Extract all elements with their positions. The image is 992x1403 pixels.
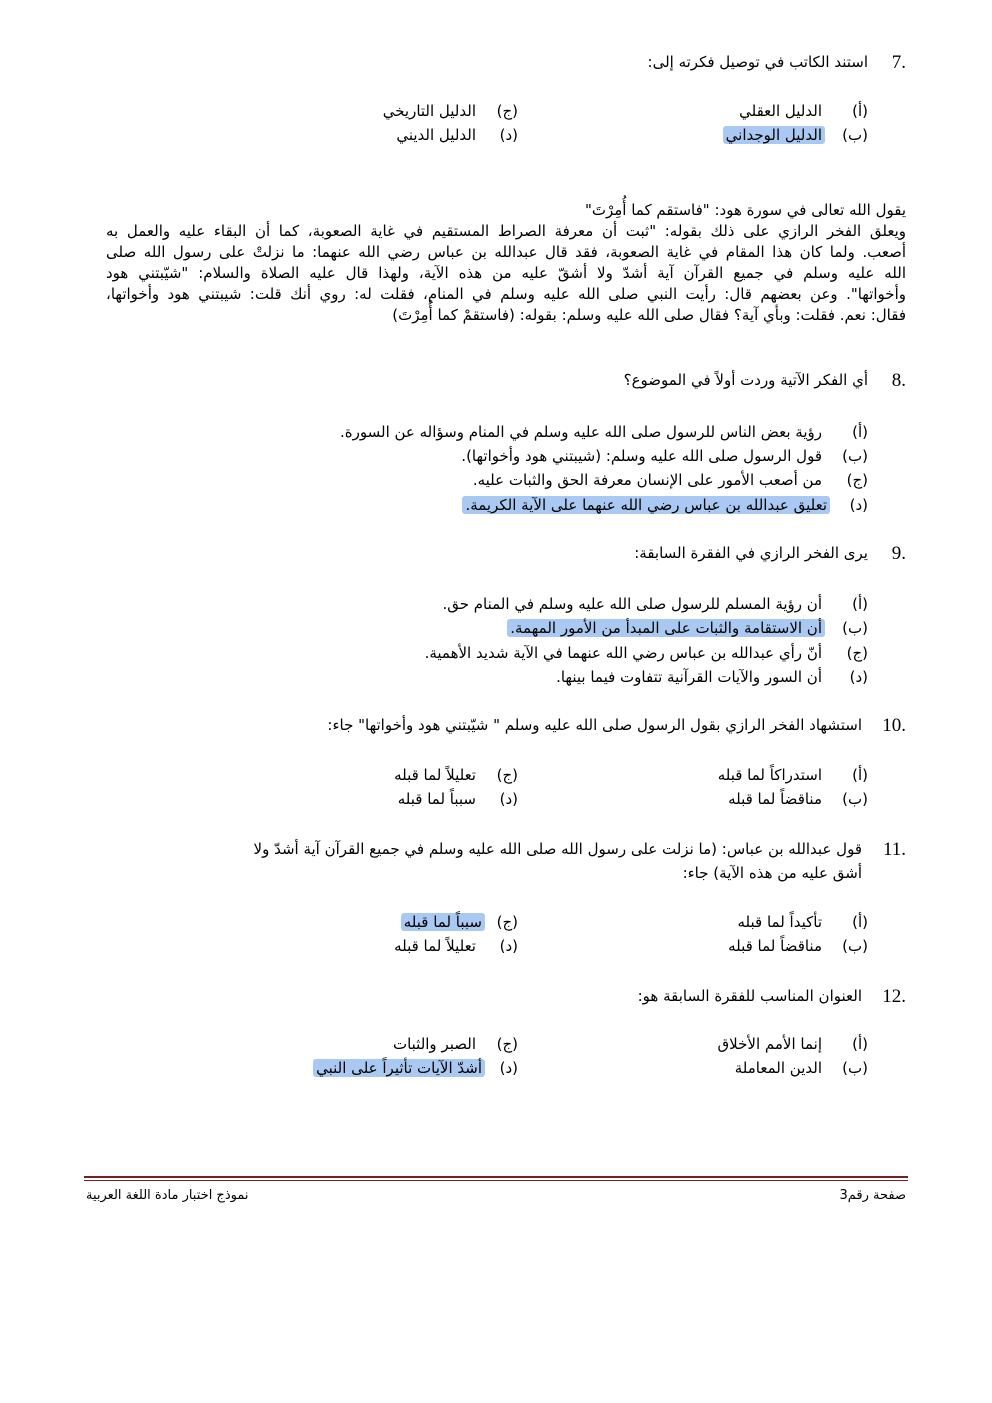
option-text: تعليلاً لما قبله	[394, 937, 476, 955]
passage-line: فقال: نعم. فقلت: وبأي آية؟ فقال صلى الله عليه وسلم: بقوله: (فاستقمْ كما أُمِرْتَ)	[392, 306, 906, 324]
option-mark: (ب)	[842, 937, 868, 955]
question-text: العنوان المناسب للفقرة السابقة هو:	[637, 987, 862, 1005]
option-mark: (ج)	[846, 471, 868, 489]
option-mark: (ب)	[842, 619, 868, 637]
document-title: نموذج اختبار مادة اللغة العربية	[86, 1188, 249, 1203]
option-text: الدليل العقلي	[739, 102, 822, 120]
option-text-highlighted: أشدّ الآيات تأثيراً على النبي	[313, 1059, 485, 1077]
option-text: أنّ رأي عبدالله بن عباس رضي الله عنهما في الآية شديد الأهمية.	[424, 644, 822, 662]
option-mark: (ب)	[842, 790, 868, 808]
question-number: 7.	[891, 52, 906, 73]
option-text-highlighted: سبباً لما قبله	[401, 913, 485, 931]
option-mark: (ب)	[842, 126, 868, 144]
option-mark: (أ)	[852, 913, 868, 931]
option-text: إنما الأمم الأخلاق	[717, 1035, 822, 1053]
question-text: يرى الفخر الرازي في الفقرة السابقة:	[634, 544, 868, 562]
option-mark: (د)	[499, 937, 518, 955]
option-text-highlighted: تعليق عبدالله بن عباس رضي الله عنهما على الآية الكريمة.	[462, 496, 830, 514]
option-mark: (ب)	[842, 1059, 868, 1077]
option-mark: (د)	[499, 790, 518, 808]
option-text: الدليل الديني	[396, 126, 476, 144]
question-number: 10.	[882, 715, 906, 736]
option-mark: (أ)	[852, 766, 868, 784]
question-number: 12.	[882, 986, 906, 1007]
option-mark: (ج)	[496, 102, 518, 120]
option-text-highlighted: أن الاستقامة والثبات على المبدأ من الأمور المهمة.	[507, 619, 825, 637]
option-mark: (د)	[499, 1059, 518, 1077]
option-mark: (أ)	[852, 1035, 868, 1053]
option-text: مناقضاً لما قبله	[728, 937, 822, 955]
question-text: أي الفكر الآتية وردت أولاً في الموضوع؟	[623, 371, 868, 389]
question-text: قول عبدالله بن عباس: (ما نزلت على رسول الله صلى الله عليه وسلم في جميع القرآن آية أشدّ ولا	[253, 840, 862, 858]
option-mark: (ج)	[496, 1035, 518, 1053]
option-mark: (ب)	[842, 447, 868, 465]
option-mark: (ج)	[846, 644, 868, 662]
option-text: تأكيداً لما قبله	[737, 913, 822, 931]
option-mark: (أ)	[852, 595, 868, 613]
option-text: أن رؤية المسلم للرسول صلى الله عليه وسلم في المنام حق.	[442, 595, 822, 613]
option-mark: (د)	[849, 668, 868, 686]
question-text: استشهاد الفخر الرازي بقول الرسول صلى الله عليه وسلم " شيّبتني هود وأخواتها" جاء:	[327, 716, 862, 734]
question-number: 8.	[891, 370, 906, 391]
option-text: من أصعب الأمور على الإنسان معرفة الحق والثبات عليه.	[472, 471, 822, 489]
question-text: استند الكاتب في توصيل فكرته إلى:	[647, 53, 868, 71]
question-text: أشق عليه من هذه الآية) جاء:	[682, 864, 862, 882]
passage-line: وأخواتها". وعن بعضهم قال: رأيت النبي صلى الله عليه وسلم في المنام، فقلت له: روي أنك قلت: شيبتني هود وأخواتها،	[106, 285, 906, 303]
option-mark: (أ)	[852, 102, 868, 120]
footer-divider	[84, 1176, 908, 1178]
option-text: رؤية بعض الناس للرسول صلى الله عليه وسلم في المنام وسؤاله عن السورة.	[340, 423, 822, 441]
passage-line: الله عليه وسلم في جميع القرآن آية أشدّ ولا أشقّ عليه من هذه الآية، ولهذا قال عليه الصلاة والسلام: "شيّبتني هود	[106, 264, 906, 282]
footer-divider	[84, 1180, 908, 1181]
reading-passage	[106, 200, 906, 326]
option-text: الدليل التاريخي	[382, 102, 476, 120]
passage-line: ويعلق الفخر الرازي على ذلك بقوله: "ثبت أن معرفة الصراط المستقيم في غاية الصعوبة، كما أن البقاء عليه والعمل به	[106, 222, 906, 240]
page-number-label: صفحة رقم3	[839, 1188, 906, 1203]
option-text-highlighted: الدليل الوجداني	[723, 126, 825, 144]
question-number: 11.	[882, 839, 906, 860]
option-text: أن السور والآيات القرآنية تتفاوت فيما بينها.	[556, 668, 822, 686]
option-mark: (د)	[849, 496, 868, 514]
option-mark: (أ)	[852, 423, 868, 441]
option-text: الصبر والثبات	[392, 1035, 476, 1053]
option-mark: (ج)	[496, 766, 518, 784]
passage-line: أصعب. ولما كان هذا المقام في غاية الصعوبة، فقد قال عبدالله بن عباس رضي الله عنهما: ما نزلتْ على رسول الله صلى	[106, 243, 906, 261]
option-text: تعليلاً لما قبله	[394, 766, 476, 784]
option-text: مناقضاً لما قبله	[728, 790, 822, 808]
option-text: الدين المعاملة	[734, 1059, 822, 1077]
option-mark: (ج)	[496, 913, 518, 931]
option-text: سبباً لما قبله	[397, 790, 476, 808]
option-mark: (د)	[499, 126, 518, 144]
option-text: قول الرسول صلى الله عليه وسلم: (شيبتني هود وأخواتها).	[461, 447, 822, 465]
question-number: 9.	[891, 543, 906, 564]
option-text: استدراكاً لما قبله	[717, 766, 822, 784]
passage-line: يقول الله تعالى في سورة هود: "فاستقم كما أُمِرْتَ"	[584, 201, 906, 219]
